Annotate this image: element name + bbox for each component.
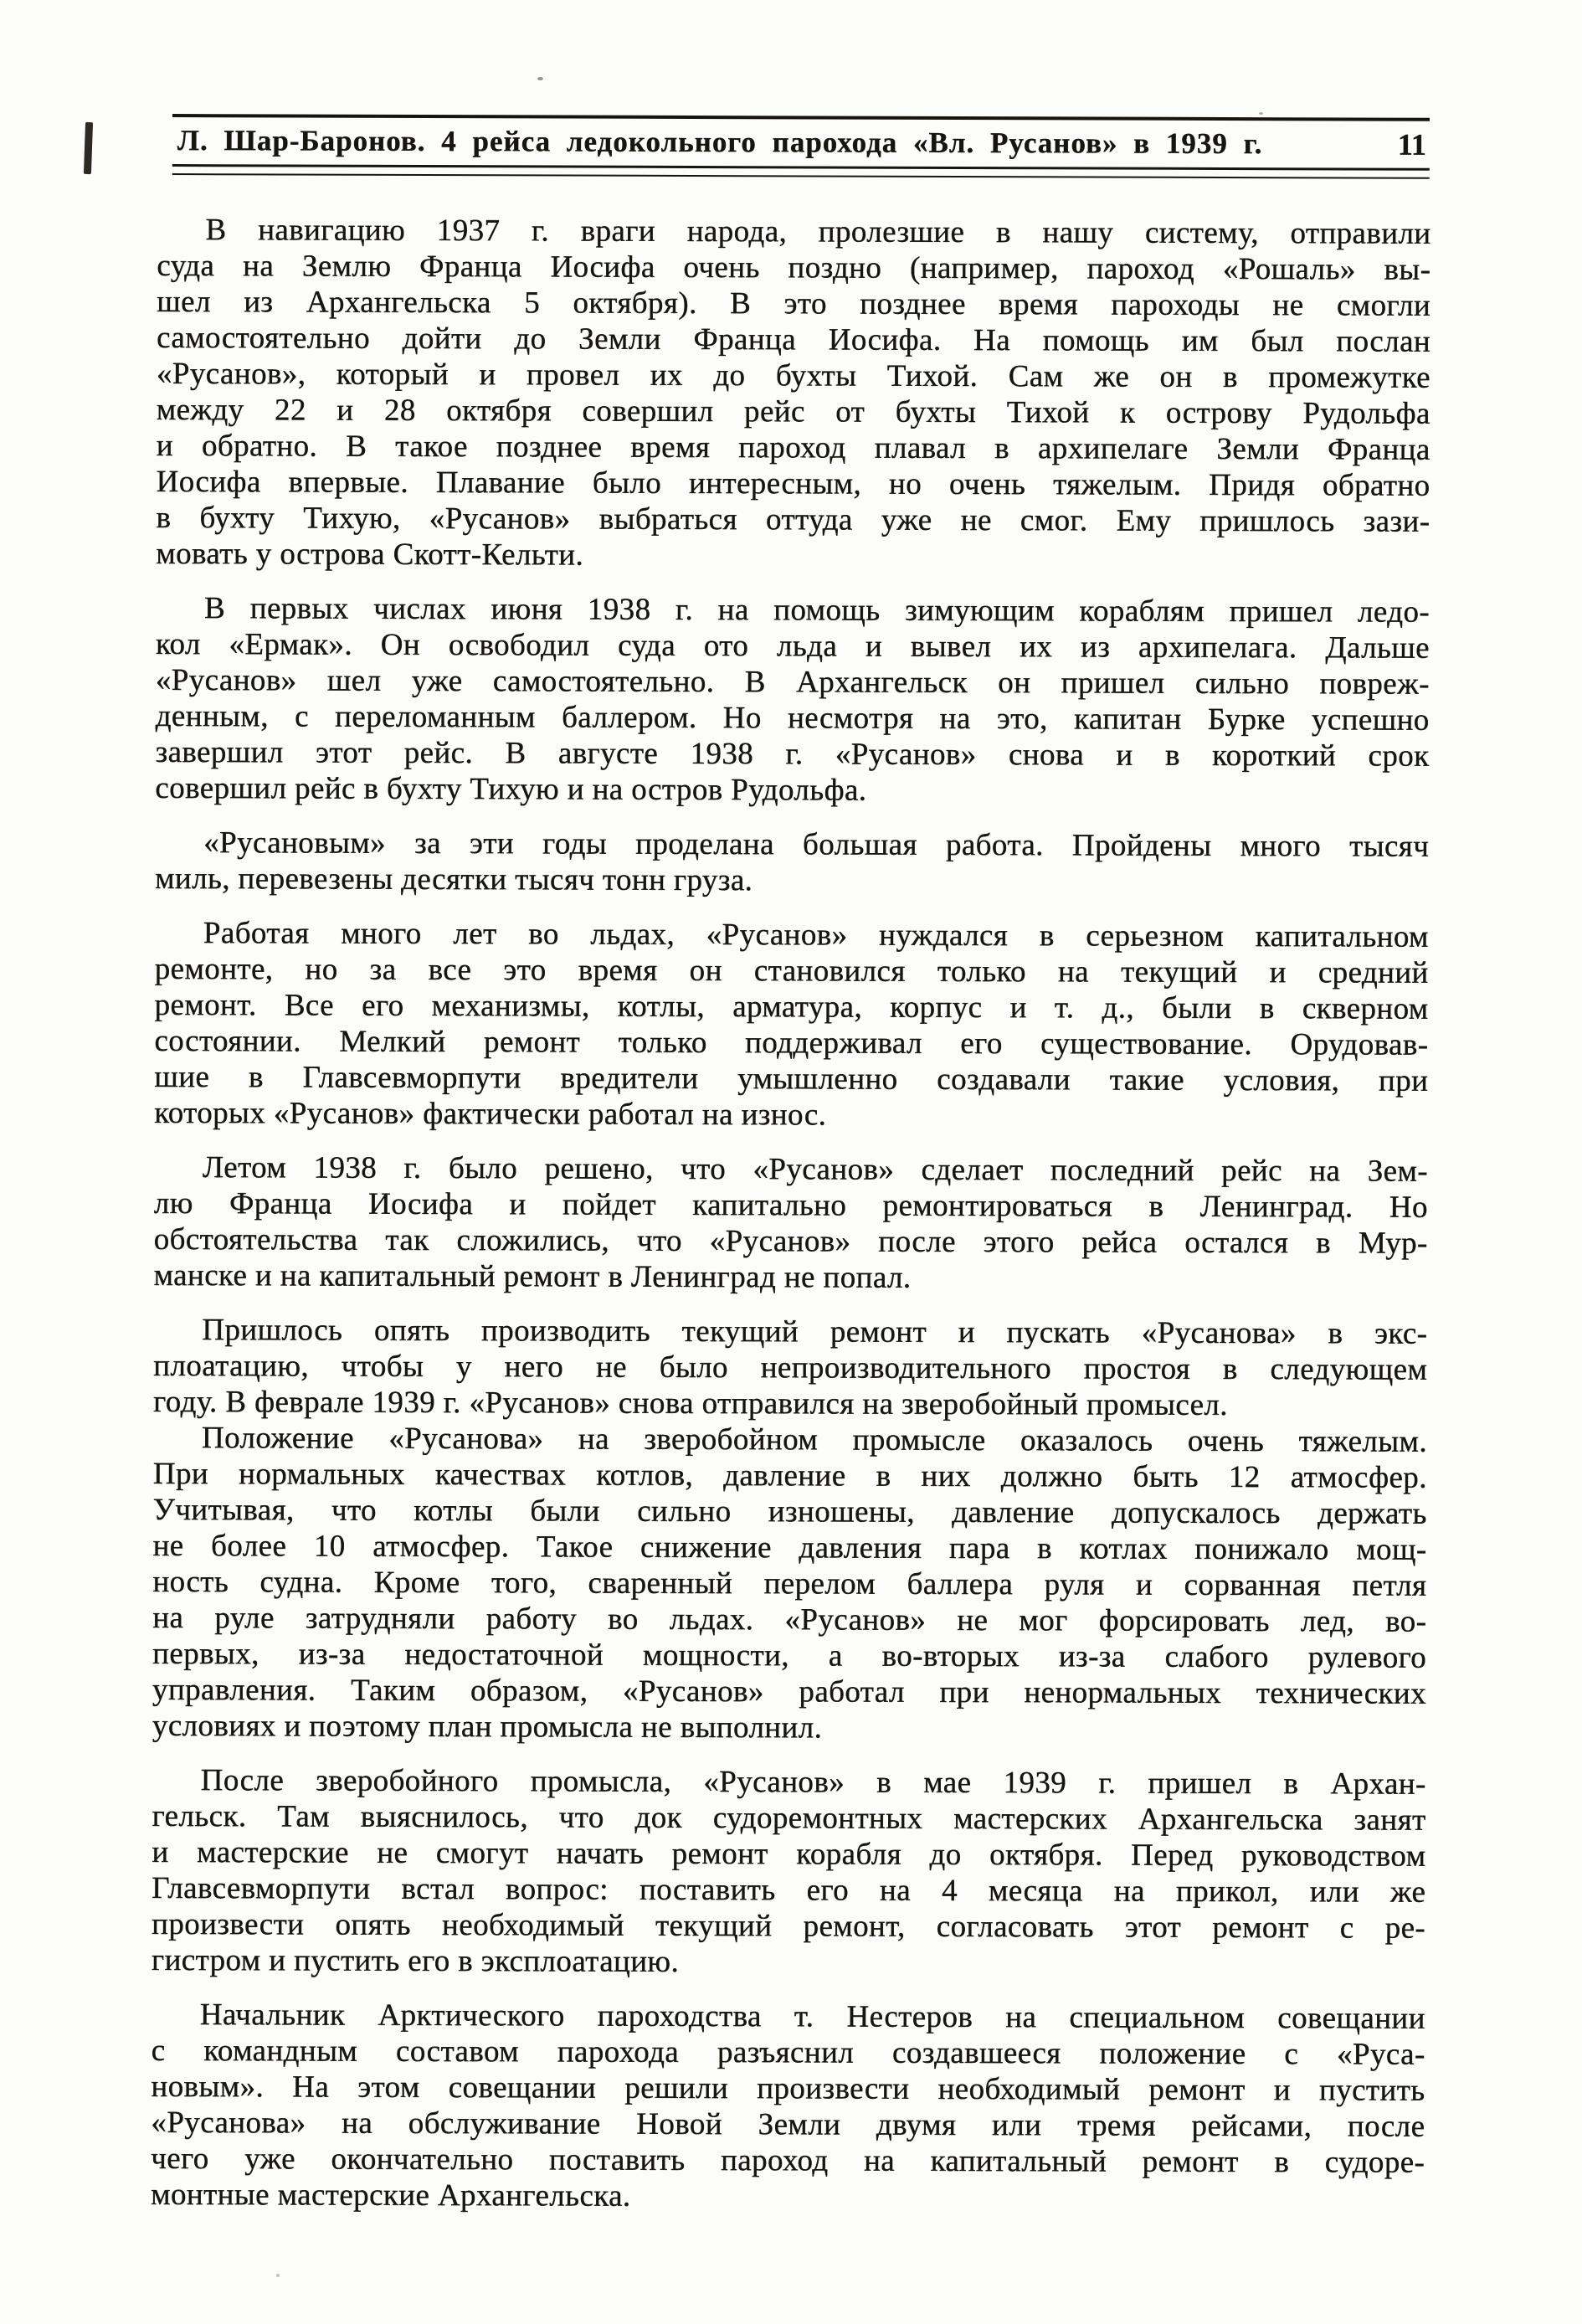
text-line: совершил рейс в бухту Тихую и на остров Рудольфа. xyxy=(155,770,867,808)
text-line: гельск. Там выяснилось, что док судоремонтных мастерских Архангельска занят xyxy=(152,1798,1426,1838)
text-line: условиях и поэтому план промысла не выполнил. xyxy=(152,1708,823,1746)
text-line: шел из Архангельска 5 октября). В это позднее время пароходы не смогли xyxy=(157,284,1431,323)
page-content xyxy=(151,114,1431,2217)
page-number: 11 xyxy=(1397,127,1426,162)
paragraph xyxy=(151,1997,1425,2217)
text-line: первых, из-за недостаточной мощности, а во-вторых из-за слабого рулевого xyxy=(152,1636,1427,1675)
text-line: манске и на капитальный ремонт в Ленинград не попал. xyxy=(153,1257,912,1295)
text-line: обстоятельства так сложились, что «Русанов» после этого рейса остался в Мур- xyxy=(153,1221,1428,1261)
text-line: ремонте, но за все это время он становился только на текущий и средний xyxy=(154,951,1429,990)
text-line: «Русанов», который и провел их до бухты Тихой. Сам же он в промежутке xyxy=(156,356,1431,395)
text-line: «Русановым» за эти годы проделана большая работа. Пройдены много тысяч xyxy=(203,825,1430,864)
text-line: миль, перевезены десятки тысяч тонн груза. xyxy=(155,861,753,898)
text-line: самостоятельно дойти до Земли Франца Иосифа. На помощь им был послан xyxy=(157,320,1431,359)
text-line: кол «Ермак». Он освободил суда ото льда и вывел их из архипелага. Дальше xyxy=(155,626,1430,666)
text-line: Главсевморпути встал вопрос: поставить его на 4 месяца на прикол, или же xyxy=(152,1870,1426,1910)
text-line: Работая много лет во льдах, «Русанов» нуждался в серьезном капитальном xyxy=(203,916,1429,954)
text-line: «Русанов» шел уже самостоятельно. В Архангельск он пришел сильно повреж- xyxy=(155,662,1430,702)
text-line: Учитывая, что котлы были сильно изношены, давление допускалось держать xyxy=(152,1492,1427,1531)
text-line: суда на Землю Франца Иосифа очень поздно (например, пароход «Рошаль» вы- xyxy=(157,248,1431,287)
text-line: денным, с переломанным баллером. Но несмотря на это, капитан Бурке успешно xyxy=(155,698,1430,738)
text-line: которых «Русанов» фактически работал на износ. xyxy=(154,1095,827,1133)
text-line: При нормальных качествах котлов, давление в них должно быть 12 атмосфер. xyxy=(152,1456,1427,1495)
text-line: произвести опять необходимый текущий ремонт, согласовать этот ремонт с ре- xyxy=(152,1906,1426,1946)
text-line: «Русанова» на обслуживание Новой Земли двумя или тремя рейсами, после xyxy=(151,2105,1425,2144)
scan-speck xyxy=(537,77,543,80)
text-line: с командным составом парохода разъяснил создавшееся положение с «Руса- xyxy=(151,2033,1425,2072)
text-line: Летом 1938 г. было решено, что «Русанов» сделает последний рейс на Зем- xyxy=(202,1150,1429,1189)
scan-speck xyxy=(1259,112,1263,115)
text-line: монтные мастерские Архангельска. xyxy=(151,2177,631,2213)
paragraph xyxy=(152,1420,1427,1748)
scan-speck xyxy=(276,2274,280,2277)
text-line: в бухту Тихую, «Русанов» выбраться оттуда уже не смог. Ему пришлось зази- xyxy=(156,500,1430,539)
text-line: на руле затрудняли работу во льдах. «Русанов» не мог форсировать лед, во- xyxy=(152,1600,1427,1639)
paragraph xyxy=(155,825,1429,901)
paragraph xyxy=(154,1149,1429,1298)
paragraph xyxy=(153,1312,1427,1424)
text-line: новым». На этом совещании решили произвести необходимый ремонт и пустить xyxy=(151,2069,1425,2108)
running-header xyxy=(172,114,1430,179)
text-line: лю Франца Иосифа и пойдет капитально ремонтироваться в Ленинград. Но xyxy=(153,1185,1428,1225)
text-line: Начальник Арктического пароходства т. Нестеров на специальном совещании xyxy=(199,1998,1425,2036)
paragraph xyxy=(156,212,1430,576)
paragraph xyxy=(155,590,1430,810)
text-line: В навигацию 1937 г. враги народа, пролезшие в нашу систему, отправили xyxy=(205,213,1431,251)
text-line: году. В феврале 1939 г. «Русанов» снова отправился на зверобойный промысел. xyxy=(153,1384,1229,1423)
text-line: между 22 и 28 октября совершил рейс от бухты Тихой к острову Рудольфа xyxy=(156,392,1430,431)
article-body xyxy=(151,212,1431,2217)
text-line: мовать у острова Скотт-Кельти. xyxy=(156,536,584,573)
text-line: не более 10 атмосфер. Такое снижение давления пара в котлах понижало мощ- xyxy=(152,1528,1427,1567)
text-line: завершил этот рейс. В августе 1938 г. «Русанов» снова и в короткий срок xyxy=(155,734,1430,774)
running-title: Л. Шар-Баронов. 4 рейса ледокольного парохода «Вл. Русанов» в 1939 г. xyxy=(177,124,1263,161)
paragraph xyxy=(152,1762,1426,1982)
text-line: состоянии. Мелкий ремонт только поддерживал его существование. Орудовав- xyxy=(154,1023,1429,1062)
text-line: В первых числах июня 1938 г. на помощь зимующим кораблям пришел ледо- xyxy=(204,591,1430,630)
text-line: гистром и пустить его в эксплоатацию. xyxy=(152,1942,680,1979)
text-line: управления. Таким образом, «Русанов» работал при ненормальных технических xyxy=(152,1672,1427,1711)
paragraph xyxy=(154,915,1429,1135)
text-line: и обратно. В такое позднее время пароход плавал в архипелаге Земли Франца xyxy=(156,428,1430,467)
text-line: ремонт. Все его механизмы, котлы, арматура, корпус и т. д., были в скверном xyxy=(154,987,1429,1026)
text-line: плоатацию, чтобы у него не было непроизводительного простоя в следующем xyxy=(153,1348,1428,1387)
text-line: шие в Главсевморпути вредители умышленно создавали такие условия, при xyxy=(154,1059,1429,1098)
text-line: Пришлось опять производить текущий ремонт и пускать «Русанова» в экс- xyxy=(202,1313,1428,1351)
text-line: Иосифа впервые. Плавание было интересным, но очень тяжелым. Придя обратно xyxy=(156,464,1430,503)
text-line: ность судна. Кроме того, сваренный перелом баллера руля и сорванная петля xyxy=(152,1564,1427,1603)
text-line: и мастерские не смогут начать ремонт корабля до октября. Перед руководством xyxy=(152,1834,1426,1874)
text-line: После зверобойного промысла, «Русанов» в мае 1939 г. пришел в Архан- xyxy=(200,1763,1426,1802)
text-line: чего уже окончательно поставить пароход на капитальный ремонт в судоре- xyxy=(151,2141,1425,2180)
scan-edge-artifact xyxy=(84,122,93,174)
text-line: Положение «Русанова» на зверобойном промысле оказалось очень тяжелым. xyxy=(201,1421,1428,1459)
header-row xyxy=(172,117,1430,168)
